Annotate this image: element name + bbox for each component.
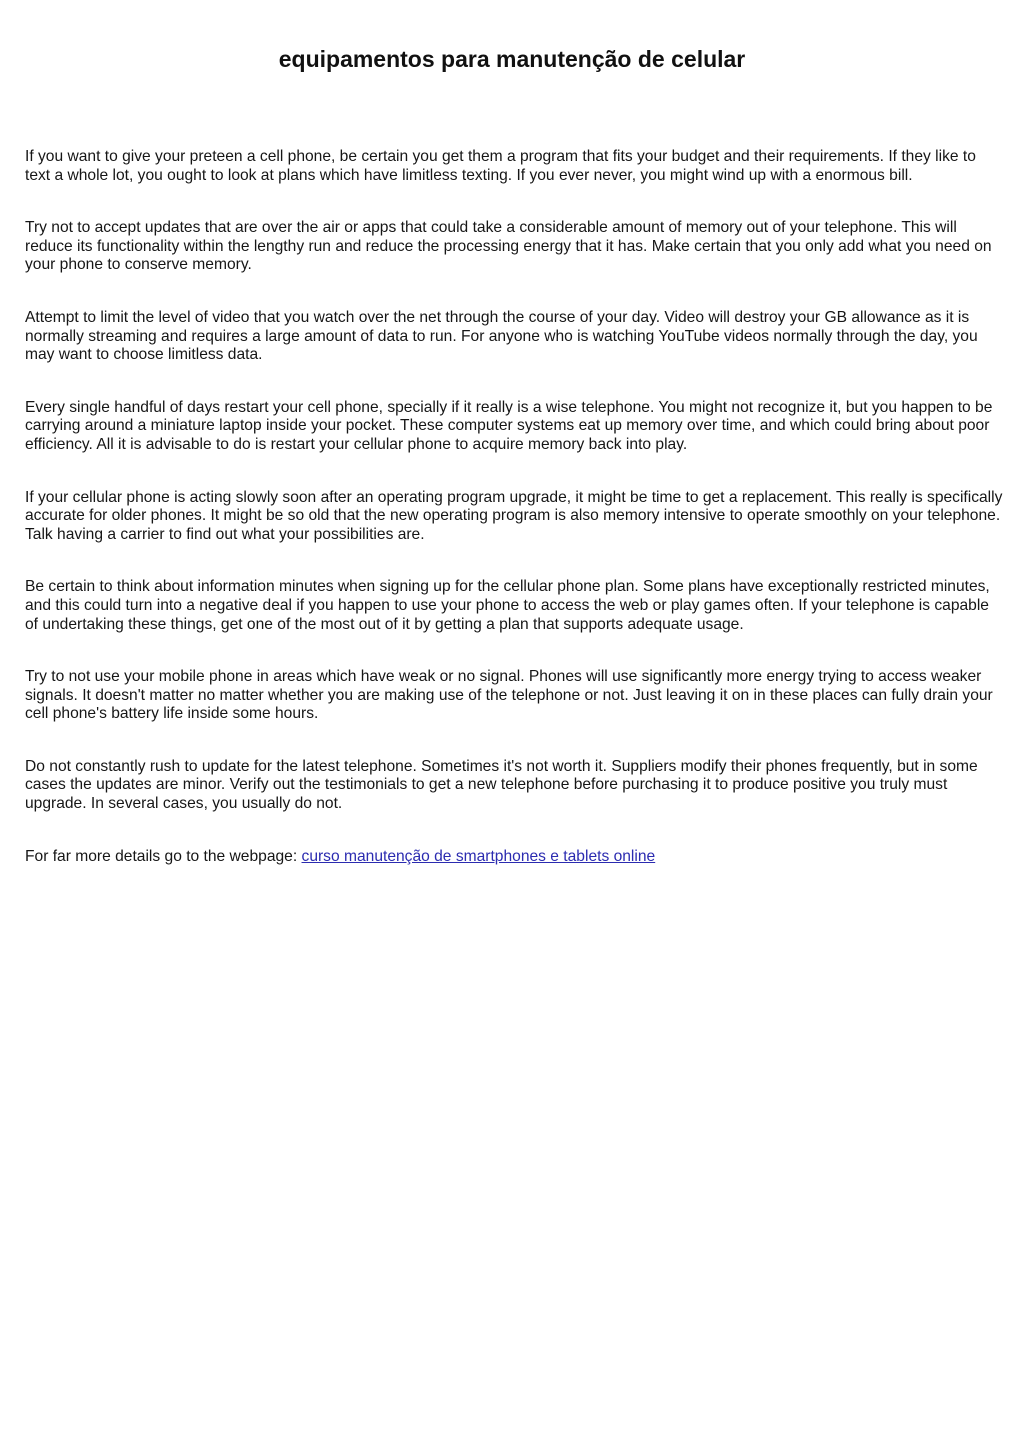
- paragraph-5: If your cellular phone is acting slowly soon after an operating program upgrade, it might be time to get a replacement. This really is specifically accurate for older phones. It might be so old that the new operating program is also memory intensive to operate smoothly on your telephone. Talk having a carrier to find out what your possibilities are.: [25, 488, 1003, 543]
- course-link[interactable]: curso manutenção de smartphones e tablets online: [301, 847, 656, 865]
- paragraph-7: Try to not use your mobile phone in areas which have weak or no signal. Phones will use significantly more energy trying to access weaker signals. It doesn't matter no matter whether you are making use of the telephone or not. Just leaving it on in these places can fully drain your cell phone's battery life inside some hours.: [25, 668, 993, 723]
- document-body: [25, 148, 1003, 900]
- footer-prefix: For far more details go to the webpage:: [25, 847, 302, 865]
- paragraph-2: Try not to accept updates that are over the air or apps that could take a considerable amount of memory out of your telephone. This will reduce its functionality within the lengthy run and reduce the processing energy that it has. Make certain that you only add what you need on your phone to conserve memory.: [25, 219, 992, 274]
- paragraph-4: Every single handful of days restart your cell phone, specially if it really is a wise telephone. You might not recognize it, but you happen to be carrying around a miniature laptop inside your pocket. These computer systems eat up memory over time, and which could bring about poor efficiency. All it is advisable to do is restart your cellular phone to acquire memory back into play.: [25, 398, 993, 453]
- paragraph-6: Be certain to think about information minutes when signing up for the cellular phone plan. Some plans have exceptionally restricted minutes, and this could turn into a negative deal if you happen to use your phone to access the web or play games often. If your telephone is capable of undertaking these things, get one of the most out of it by getting a plan that supports adequate usage.: [25, 578, 990, 633]
- paragraph-3: Attempt to limit the level of video that you watch over the net through the course of your day. Video will destroy your GB allowance as it is normally streaming and requires a large amount of data to run. For anyone who is watching YouTube videos normally through the day, you may want to choose limitless data.: [25, 308, 978, 364]
- paragraph-1: If you want to give your preteen a cell phone, be certain you get them a program that fits your budget and their requirements. If they like to text a whole lot, you ought to look at plans which have limitless texting. If you ever never, you might wind up with a enormous bill.: [25, 148, 976, 184]
- footer-line: [25, 848, 1003, 867]
- paragraph-8: Do not constantly rush to update for the latest telephone. Sometimes it's not worth it. Suppliers modify their phones frequently, but in some cases the updates are minor. Verify out the testimonials to get a new telephone before purchasing it to produce positive you truly must upgrade. In several cases, you usually do not.: [25, 757, 978, 813]
- document-title: equipamentos para manutenção de celular: [278, 46, 746, 72]
